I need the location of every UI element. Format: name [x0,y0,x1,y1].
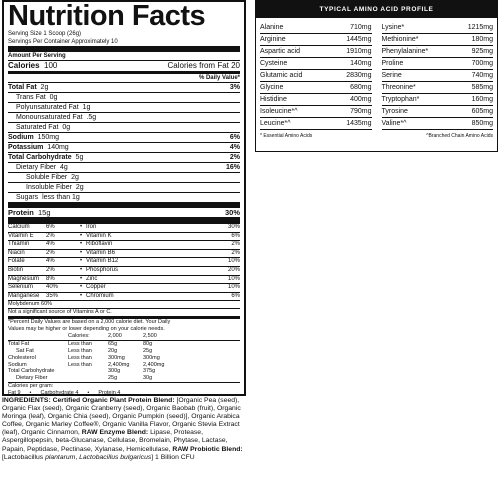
amino-row [260,118,372,130]
bullet-icon: • [80,292,86,301]
amino-name: Glycine [260,84,284,91]
amino-row [382,82,494,94]
footnote-cell: 300mg [143,354,160,361]
nutrient-row [8,132,240,142]
amino-amount: 1445mg [346,36,372,43]
vitamin-name: Zinc [86,275,148,284]
calories-per-gram-label: Calories per gram: [8,382,54,389]
nutrient-label-group [8,173,79,182]
vitamin-name: Magnesium [8,275,46,284]
nutrient-amount: 150mg [37,134,59,141]
amino-amount: 790mg [350,108,372,115]
footnote-cell: Total Carbohydrate [8,368,55,375]
amino-row [382,70,494,82]
bullet-icon: • [80,283,86,292]
amino-row [382,46,494,58]
bullet-icon: • [80,275,86,284]
per-gram-item: Carbohydrate 4 [40,389,79,396]
nutrient-label: Sodium [8,134,34,141]
amino-row [260,82,372,94]
plant-protein-blend-text: [Organic Pea (seed), Organic Flax (seed), Organic Cranberry (seed), Organic Baobab (fruit), Organic Moringa (leaf), Organic Chia (seed), Organic Pumpkin (seed)], Organic Arabica Coffee, Organic Marley Coffee®, Organic Vanilla Flavor, Organic Stevia Extract (leaf), Organic Cinnamon, [2,397,241,437]
ingredients-label: INGREDIENTS: [2,397,51,404]
nutrient-row [8,142,240,152]
amino-row [382,118,494,130]
bullet-icon: • [80,266,86,275]
protein-row [8,208,240,217]
nutrient-label-group [8,133,59,142]
nutrient-label-group [8,193,80,202]
bullet-icon: • [80,249,86,258]
amino-amount: 2830mg [346,72,372,79]
amino-name: Isoleucine*^ [260,108,298,115]
nutrient-row [8,182,240,192]
amino-row [260,94,372,106]
nutrient-dv: 16% [225,164,240,171]
serving-size: Serving Size 1 Scoop (26g) [8,31,82,37]
amino-name: Aspartic acid [260,48,301,55]
footnote-cell: Cholesterol [8,354,36,361]
nutrient-label: Dietary Fiber [16,164,57,171]
footnote-cell: 2,400mg [108,361,130,368]
vitamin-dv: 40% [46,283,80,292]
nutrient-row [8,102,240,112]
vitamin-name: Manganese [8,292,46,301]
footnote-header-cell: Calories: [68,333,90,340]
nutrient-label-group [8,83,48,92]
footnote-cell: Total Fat [8,341,30,348]
footnote-cell: 2,400mg [143,361,165,368]
vitamin-name: Vitamin K [86,232,148,241]
bcaa-note: ^Branched Chain Amino Acids [426,133,493,139]
protein-label: Protein [8,208,34,217]
nutrient-label-group [8,123,70,132]
nutrient-amount: 5g [75,154,84,161]
footnote-cell: Less than [68,347,92,354]
nutrient-label-group [8,103,90,112]
essential-amino-note: * Essential Amino Acids [260,133,313,139]
molybdenum-row: Molybdenum 60% [8,300,240,308]
vitamin-dv: 6% [148,292,240,301]
amino-amount: 1910mg [346,48,372,55]
per-gram-item: • [29,389,32,396]
amino-amount: 1435mg [346,120,372,127]
amino-name: Methionine* [381,36,419,43]
amino-amount: 925mg [471,48,493,55]
nutrient-label: Total Fat [8,84,37,91]
vitamin-dv: 10% [148,283,240,292]
nutrient-row [8,82,240,92]
protein-amount: 15g [38,208,51,217]
nutrient-label: Total Carbohydrate [8,154,72,161]
amino-amount: 400mg [350,96,372,103]
vitamin-dv: 2% [148,240,240,249]
vitamin-dv: 10% [148,275,240,284]
nutrient-row [8,92,240,102]
bullet-icon: • [80,223,86,232]
amino-amount: 680mg [350,84,372,91]
vitamin-dv: 2% [46,249,80,258]
per-gram-item: Protein 4 [98,389,121,396]
nutrient-amount: 2g [75,184,84,191]
probiotic-strain-1: plantarum [45,453,76,461]
probiotic-comma: , [75,453,78,461]
amino-amount: 850mg [471,120,493,127]
vitamin-name: Vitamin B6 [86,249,148,258]
amino-row [260,70,372,82]
amino-row [382,106,494,118]
amino-acid-profile-title: TYPICAL AMINO ACID PROFILE [256,1,497,18]
footnote-cell [68,368,108,375]
footnote-header-cell [8,333,68,340]
amino-row [260,34,372,46]
footnote-header-cell: 2,000 [108,333,122,340]
vitamin-name: Niacin [8,249,46,258]
nutrient-row [8,172,240,182]
amino-row [382,34,494,46]
bullet-icon: • [80,257,86,266]
vitamins-grid [8,223,240,300]
nutrient-amount: 0g [49,94,58,101]
vitamin-dv: 10% [148,257,240,266]
calories-row [8,60,240,71]
probiotic-blend-label: RAW Probiotic Blend: [172,445,243,453]
vitamin-name: Vitamin E [8,232,46,241]
amino-row [260,22,372,34]
vitamin-name: Biotin [8,266,46,275]
nutrient-amount: 140mg [47,144,69,151]
amino-name: Threonine* [381,84,416,91]
footnote-cell: 300g [108,368,121,375]
vitamin-name: Vitamin B12 [86,257,148,266]
vitamin-dv: 35% [46,292,80,301]
nutrient-label: Insoluble Fiber [26,184,72,191]
bullet-icon: • [80,240,86,249]
footnote-line-1: *Percent Daily Values are based on a 2,000 calorie diet. Your Daily [8,319,171,326]
nutrient-row [8,122,240,132]
nutrient-amount: .5g [86,114,97,121]
nutrient-label: Trans Fat [16,94,46,101]
amino-row [382,94,494,106]
vitamin-name: Copper [86,283,148,292]
amino-name: Glutamic acid [260,72,303,79]
nutrient-amount: 1g [82,104,91,111]
amino-name: Arginine [260,36,286,43]
vitamin-name: Riboflavin [86,240,148,249]
amino-amount: 700mg [471,60,493,67]
footnote-cell: 375g [143,368,156,375]
probiotic-strain-2: Lactobacillus bulgaricus [79,453,152,461]
amino-amount: 1215mg [467,24,493,31]
nutrient-dv: 2% [229,154,240,161]
amino-left-column [260,22,372,130]
vitamin-name: Iron [86,223,148,232]
nutrient-label-group [8,113,96,122]
nutrient-row [8,112,240,122]
nutrient-amount: less than 1g [42,194,80,201]
vitamin-dv: 6% [148,232,240,241]
vitamin-dv: 4% [46,257,80,266]
footnote-cell: Less than [68,361,92,368]
vitamin-name: Chromium [86,292,148,301]
nutrient-amount: 4g [59,164,68,171]
footnote-cell: 25g [143,347,153,354]
footnote-cell: Less than [68,354,92,361]
nutrient-rows [8,82,240,202]
amino-amount: 710mg [350,24,372,31]
nutrient-dv: 6% [229,134,240,141]
calories-per-gram [8,390,240,397]
amino-name: Serine [381,72,402,79]
amino-amount: 605mg [471,108,493,115]
amino-name: Lysine* [381,24,405,31]
amino-name: Leucine*^ [260,120,291,127]
vitamin-dv: 2% [148,249,240,258]
amino-row [260,58,372,70]
vitamin-name: Thiamin [8,240,46,249]
calories-value: 100 [44,61,58,70]
amino-name: Valine*^ [381,120,407,127]
footnote-table [8,341,240,382]
servings-per-container: Servings Per Container Approximately 10 [8,39,118,45]
nutrient-row [8,162,240,172]
vitamin-dv: 30% [148,223,240,232]
probiotic-blend-text-pre: [Lactobacillus [2,453,44,461]
vitamin-dv: 6% [46,223,80,232]
amino-amount: 140mg [350,60,372,67]
nutrient-label: Potassium [8,144,44,151]
amino-row [382,58,494,70]
amino-name: Tyrosine [381,108,408,115]
probiotic-blend-text-post: ] 1 Billion CFU [151,453,195,461]
footnote-cell: Sat Fat [16,347,34,354]
not-significant-note: Not a significant source of Vitamins A or C. [8,308,240,316]
amino-name: Histidine [260,96,287,103]
calories-label: Calories [8,61,40,70]
amino-row [382,22,494,34]
nutrient-row [8,192,240,202]
vitamin-dv: 2% [46,266,80,275]
amino-name: Cysteine [260,60,288,67]
nutrient-label: Soluble Fiber [26,174,68,181]
per-gram-item: Fat 9 [8,389,21,396]
footnote-cell: 80g [143,341,153,348]
amino-name: Tryptophan* [381,96,420,103]
nutrient-label-group [8,153,83,162]
footnote-cell: Sodium [8,361,27,368]
nutrient-label: Sugars [16,194,39,201]
nutrient-row [8,152,240,162]
amino-name: Proline [381,60,404,67]
amino-name: Alanine [260,24,284,31]
footnote-cell: Dietary Fiber [16,375,48,382]
vitamin-name: Folate [8,257,46,266]
enzyme-blend-text: Lipase, Protease, Aspergillopepsin, beta-Glucanase, Cellulase, Bromelain, Phytase, Lactase, Papain, Peptidase, Pectinase, Xylanase, Hemicellulase, [2,429,228,453]
nutrient-dv: 4% [229,144,240,151]
nutrient-label: Saturated Fat [16,124,59,131]
vitamin-dv: 8% [46,275,80,284]
vitamin-name: Selenium [8,283,46,292]
footnote-table-header [8,333,240,340]
footnote-line-2: Values may be higher or lower depending on your calorie needs. [8,326,165,333]
footnote-cell: 20g [108,347,118,354]
vitamin-dv: 2% [46,232,80,241]
footnote-header-cell: 2,500 [143,333,157,340]
nutrition-facts-panel [2,0,246,396]
footnote-cell: 25g [108,375,118,382]
nutrient-label-group [8,143,69,152]
enzyme-blend-label: RAW Enzyme Blend: [81,429,149,437]
plant-protein-blend-label: Certified Organic Plant Protein Blend: [52,397,175,404]
amino-row [260,46,372,58]
amino-right-column [382,22,494,130]
nutrient-label-group [8,183,84,192]
protein-dv: 30% [224,208,240,217]
amino-acid-profile-panel [255,0,498,152]
ingredients-block [2,397,248,462]
amount-per-serving: Amount Per Serving [8,53,66,59]
amino-amount: 160mg [471,96,493,103]
daily-value-header: % Daily Value* [198,75,240,81]
nutrient-label: Monounsaturated Fat [16,114,83,121]
nutrient-label: Polyunsaturated Fat [16,104,79,111]
nutrient-label-group [8,93,57,102]
vitamin-dv: 4% [46,240,80,249]
nutrient-amount: 0g [62,124,71,131]
amino-amount: 180mg [471,36,493,43]
nutrient-dv: 3% [229,84,240,91]
nutrition-facts-title: Nutrition Facts [8,0,206,32]
nutrient-amount: 2g [40,84,49,91]
vitamin-name: Phosphorus [86,266,148,275]
nutrient-amount: 2g [71,174,79,181]
nutrient-label-group [8,163,68,172]
vitamin-name: Calcium [8,223,46,232]
footnote-cell: Less than [68,341,92,348]
footnote-cell: 30g [143,375,153,382]
vitamin-dv: 20% [148,266,240,275]
footnote-cell: 300mg [108,354,125,361]
footnote-cell [68,375,108,382]
amino-row [260,106,372,118]
per-gram-item: • [87,389,90,396]
calories-from-fat: Calories from Fat 20 [167,61,240,70]
footnote-cell: 65g [108,341,118,348]
amino-amount: 585mg [471,84,493,91]
bullet-icon: • [80,232,86,241]
amino-name: Phenylalanine* [381,48,429,55]
amino-amount: 740mg [471,72,493,79]
